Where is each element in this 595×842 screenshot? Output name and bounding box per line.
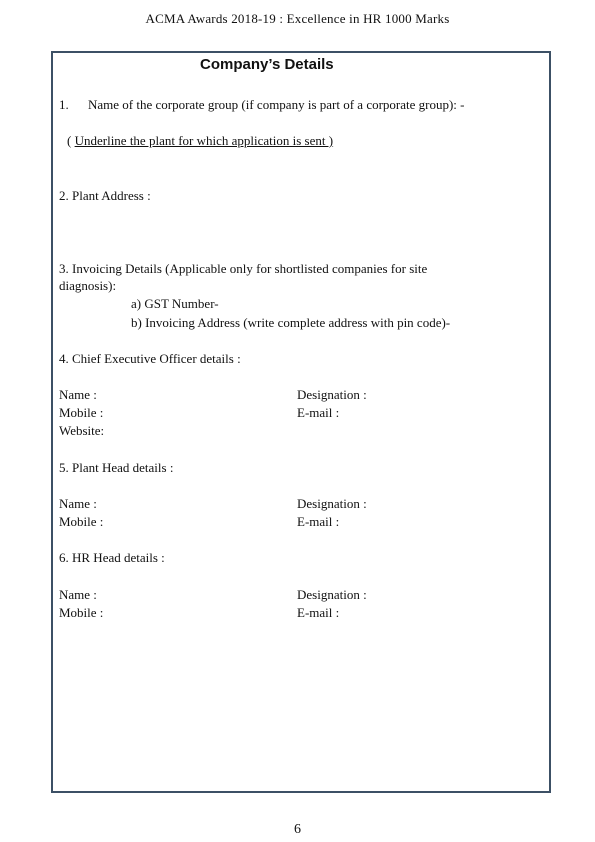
q5-designation-label: Designation :: [297, 496, 367, 511]
q5-name-label: Name :: [59, 496, 97, 511]
q5-heading: 5. Plant Head details :: [59, 460, 174, 475]
q4-website-label: Website:: [59, 423, 105, 438]
q4-heading: 4. Chief Executive Officer details :: [59, 351, 241, 366]
q3-invoicing-address: b) Invoicing Address (write complete address with pin code)-: [131, 315, 451, 330]
q1-note: [67, 132, 333, 150]
q5-mobile-label: Mobile :: [59, 514, 104, 529]
q1-paren: (: [67, 133, 75, 148]
form-title: Company’s Details: [200, 56, 334, 73]
q4-designation-label: Designation :: [297, 387, 367, 402]
q3-line1: 3. Invoicing Details (Applicable only for shortlisted companies for site: [59, 261, 428, 276]
q4-email-label: E-mail :: [297, 405, 340, 420]
q3-line2: diagnosis):: [59, 278, 117, 293]
q6-heading: 6. HR Head details :: [59, 550, 165, 565]
q6-designation-label: Designation :: [297, 587, 367, 602]
page-number: 6: [294, 822, 301, 837]
form-border: [51, 51, 551, 793]
q1-text: Name of the corporate group (if company is part of a corporate group): -: [88, 97, 465, 112]
q1-underlined-note: Underline the plant for which application is sent ): [74, 133, 334, 148]
q1-number: 1.: [59, 97, 69, 112]
q4-mobile-label: Mobile :: [59, 405, 104, 420]
q3-gst-number: a) GST Number-: [131, 296, 219, 311]
q2-plant-address: 2. Plant Address :: [59, 188, 151, 203]
q6-name-label: Name :: [59, 587, 97, 602]
page-header: ACMA Awards 2018-19 : Excellence in HR 1000 Marks: [145, 11, 450, 26]
q4-name-label: Name :: [59, 387, 97, 402]
q6-email-label: E-mail :: [297, 605, 340, 620]
q5-email-label: E-mail :: [297, 514, 340, 529]
q6-mobile-label: Mobile :: [59, 605, 104, 620]
